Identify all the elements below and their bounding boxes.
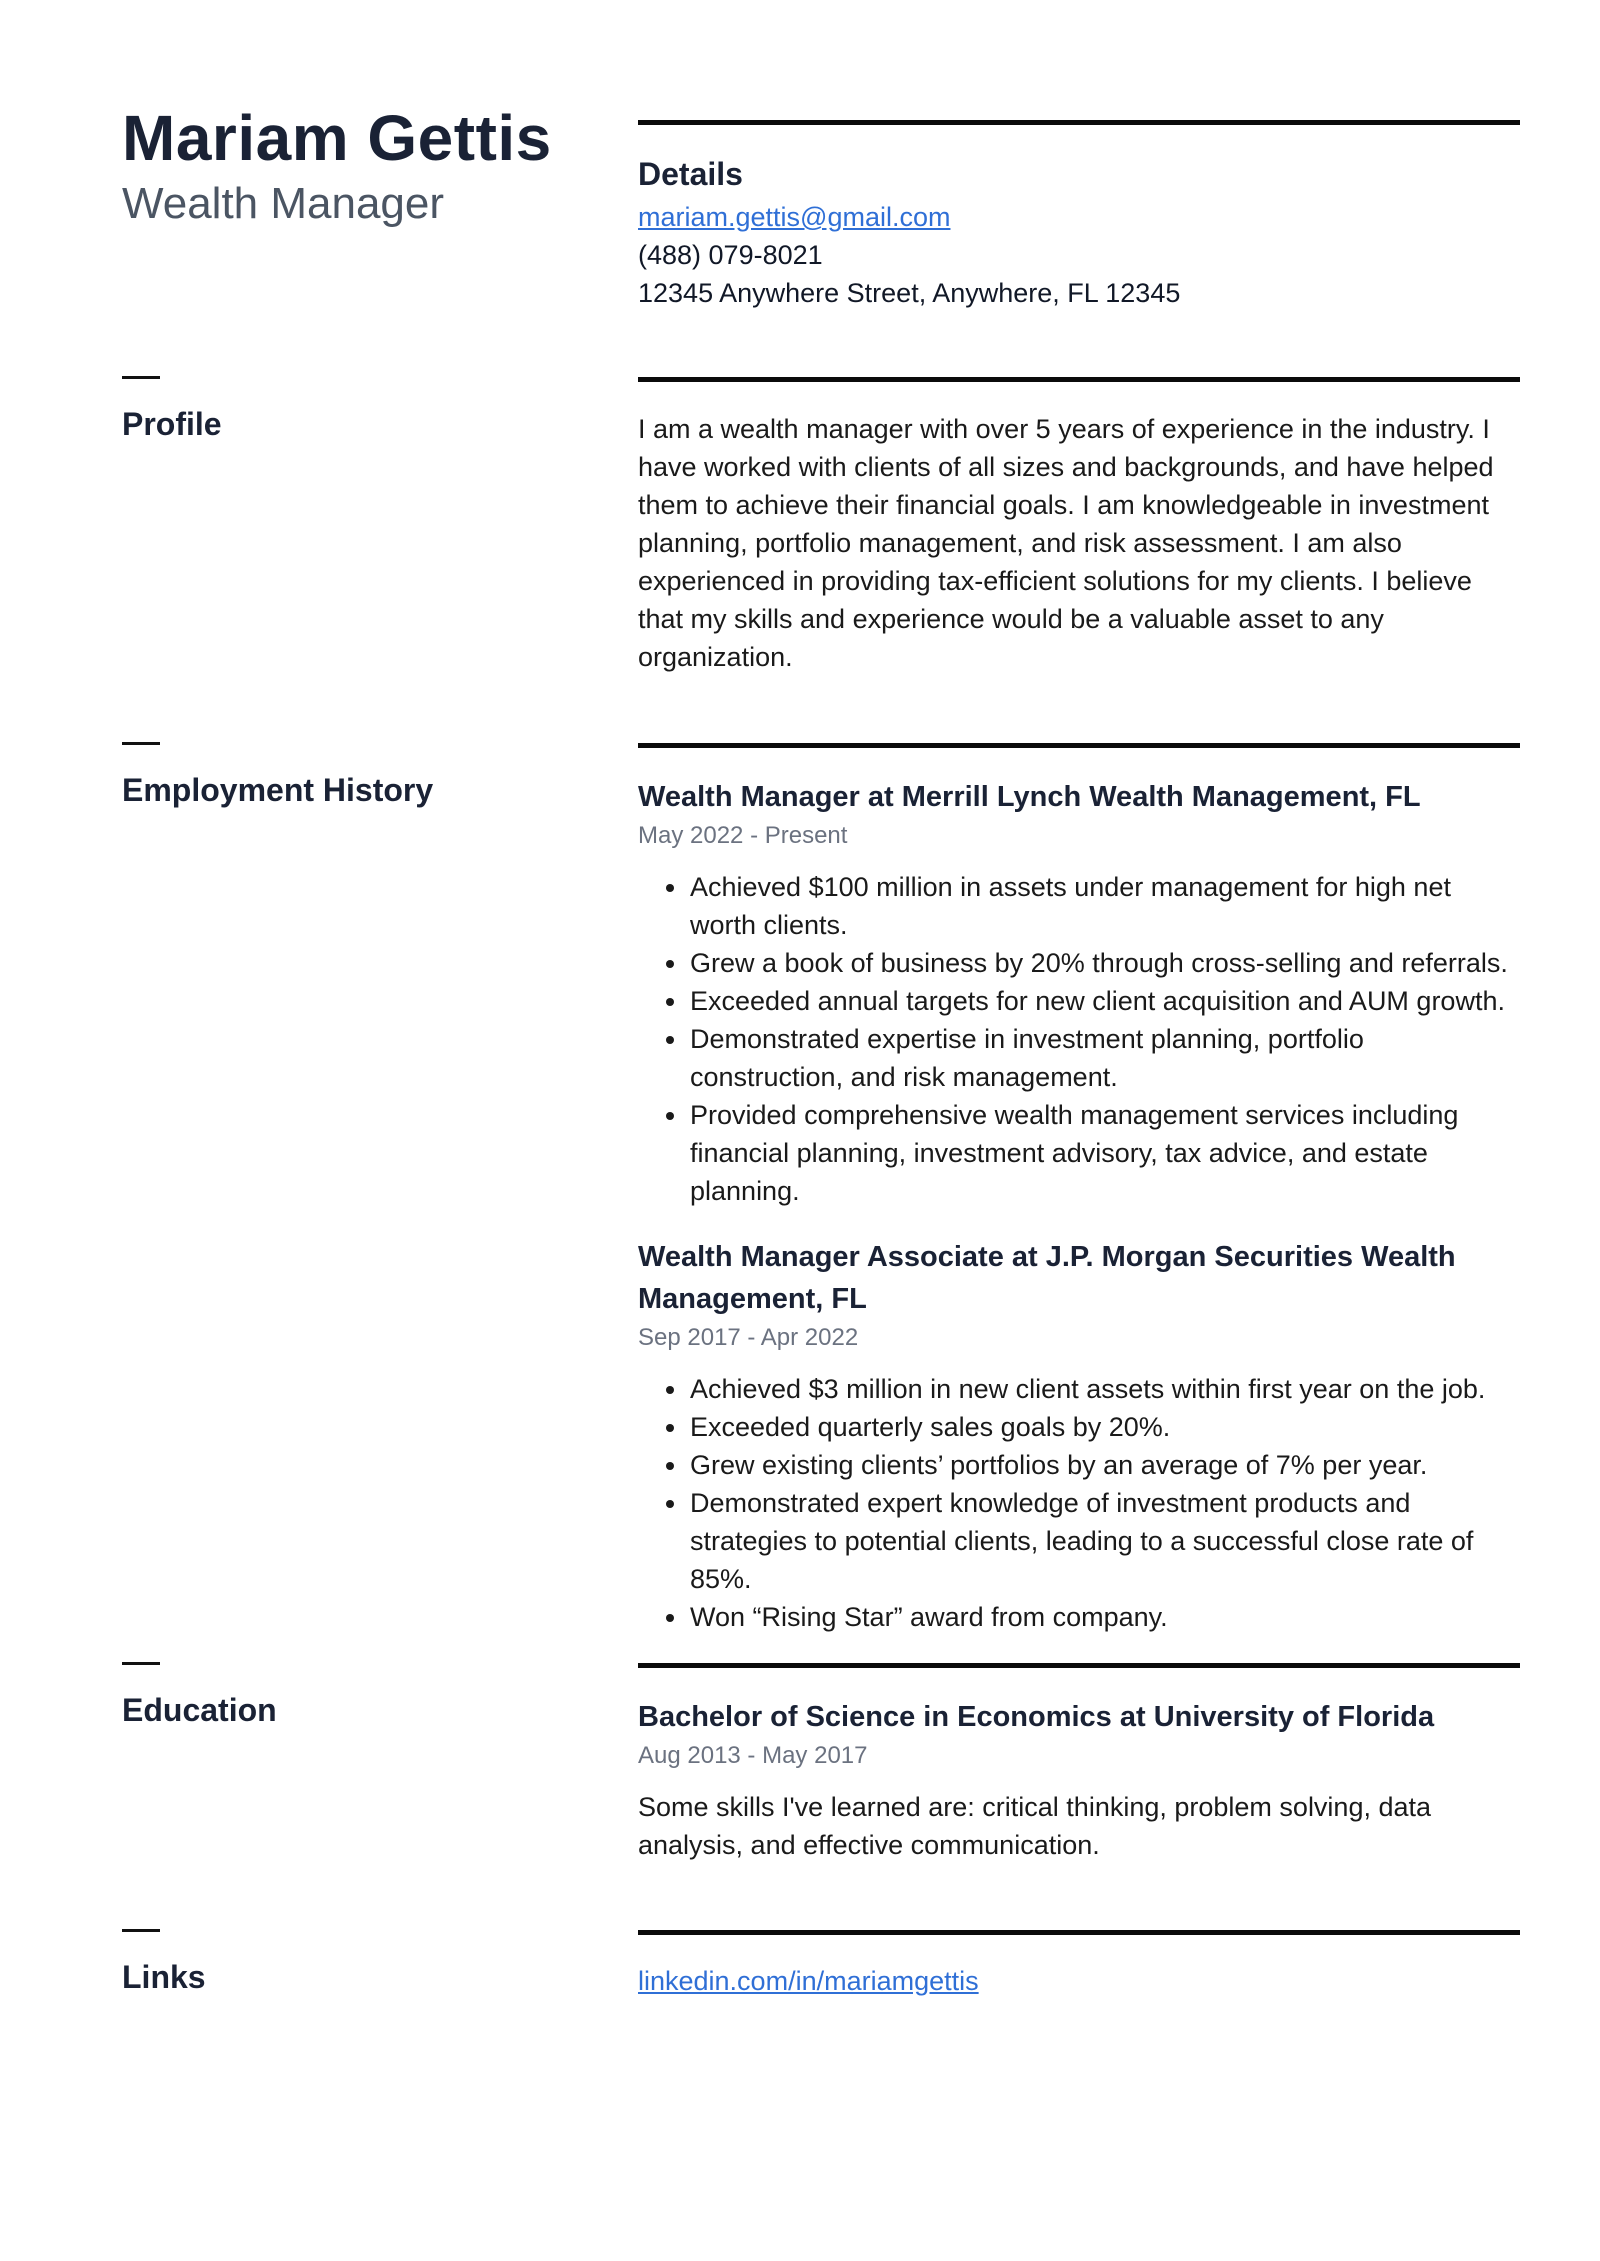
- links-list: [638, 1962, 979, 2000]
- job-entry-2: [638, 1236, 1520, 1636]
- job-bullets-2: [638, 1370, 1520, 1636]
- employment-dash: [122, 742, 160, 745]
- education-text: Some skills I've learned are: critical thinking, problem solving, data analysis, and effective communication.: [638, 1792, 1432, 1860]
- profile-heading: Profile: [122, 406, 222, 442]
- profile-dash: [122, 376, 160, 379]
- bullet-item: Won “Rising Star” award from company.: [638, 1598, 1520, 1636]
- bullet-dot-icon: [666, 1036, 674, 1044]
- job-title-2: Wealth Manager Associate at J.P. Morgan Securities Wealth Management, FL: [638, 1241, 1456, 1315]
- details-block: [638, 198, 1520, 312]
- employment-heading: Employment History: [122, 772, 434, 808]
- education-entry: [638, 1696, 1520, 1864]
- bullet-dot-icon: [666, 1614, 674, 1622]
- job-entry-1: [638, 776, 1520, 1210]
- profile-divider: [638, 377, 1520, 382]
- bullet-item: Demonstrated expertise in investment planning, portfolio construction, and risk management.: [638, 1020, 1520, 1096]
- job-dates-1: May 2022 - Present: [638, 822, 848, 849]
- candidate-name: Mariam Gettis: [122, 102, 552, 174]
- job-dates-2: Sep 2017 - Apr 2022: [638, 1324, 859, 1351]
- bullet-dot-icon: [666, 998, 674, 1006]
- profile-text: I am a wealth manager with over 5 years of experience in the industry. I have worked with clients of all sizes and backgrounds, and have helped them to achieve their financial goals. I am knowledgeable in investment planning, portfolio management, and risk assessment. I am also experienced in providing tax-efficient solutions for my clients. I believe that my skills and experience would be a valuable asset to any organization.: [638, 414, 1494, 672]
- address: 12345 Anywhere Street, Anywhere, FL 12345: [638, 278, 1181, 308]
- links-dash: [122, 1929, 160, 1932]
- job-title-1: Wealth Manager at Merrill Lynch Wealth Management, FL: [638, 781, 1421, 813]
- bullet-item: Exceeded annual targets for new client acquisition and AUM growth.: [638, 982, 1520, 1020]
- bullet-item: Provided comprehensive wealth management services including financial planning, investment advisory, tax advice, and estate planning.: [638, 1096, 1520, 1210]
- bullet-item: Achieved $100 million in assets under management for high net worth clients.: [638, 868, 1520, 944]
- phone-number: (488) 079-8021: [638, 240, 823, 270]
- bullet-item: Demonstrated expert knowledge of investment products and strategies to potential clients, leading to a successful close rate of 85%.: [638, 1484, 1520, 1598]
- links-divider: [638, 1930, 1520, 1935]
- details-divider: [638, 120, 1520, 125]
- education-dash: [122, 1662, 160, 1665]
- education-divider: [638, 1663, 1520, 1668]
- bullet-item: Grew existing clients’ portfolios by an average of 7% per year.: [638, 1446, 1520, 1484]
- bullet-dot-icon: [666, 884, 674, 892]
- education-heading: Education: [122, 1692, 277, 1728]
- details-heading: Details: [638, 156, 743, 192]
- bullet-dot-icon: [666, 1500, 674, 1508]
- degree-title: Bachelor of Science in Economics at University of Florida: [638, 1701, 1435, 1733]
- employment-divider: [638, 743, 1520, 748]
- bullet-dot-icon: [666, 1112, 674, 1120]
- education-dates: Aug 2013 - May 2017: [638, 1742, 868, 1769]
- bullet-dot-icon: [666, 1386, 674, 1394]
- candidate-title: Wealth Manager: [122, 179, 445, 228]
- email-link[interactable]: mariam.gettis@gmail.com: [638, 202, 951, 232]
- bullet-dot-icon: [666, 960, 674, 968]
- bullet-dot-icon: [666, 1424, 674, 1432]
- bullet-item: Grew a book of business by 20% through cross-selling and referrals.: [638, 944, 1520, 982]
- bullet-item: Achieved $3 million in new client assets within first year on the job.: [638, 1370, 1520, 1408]
- linkedin-link[interactable]: linkedin.com/in/mariamgettis: [638, 1966, 979, 1996]
- links-heading: Links: [122, 1959, 206, 1995]
- bullet-dot-icon: [666, 1462, 674, 1470]
- job-bullets-1: [638, 868, 1520, 1210]
- bullet-item: Exceeded quarterly sales goals by 20%.: [638, 1408, 1520, 1446]
